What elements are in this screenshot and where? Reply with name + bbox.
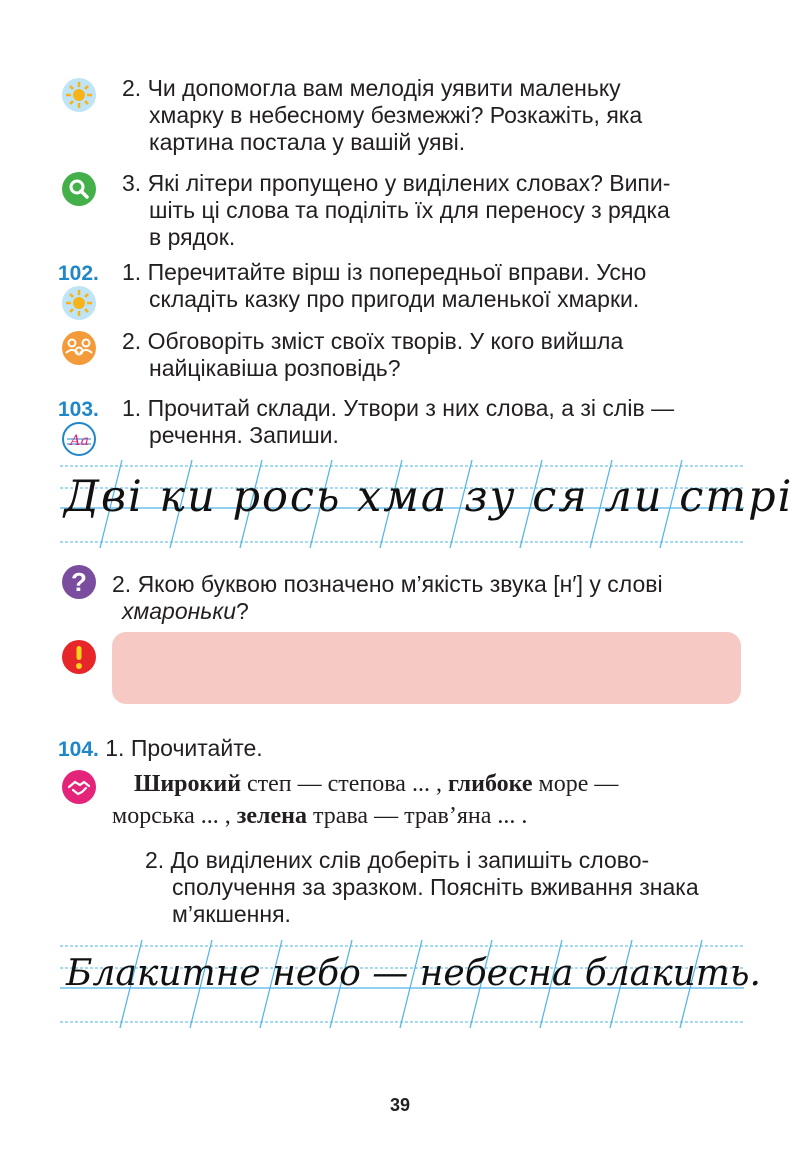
task-104-2-text: 2. До виділених слів доберіть і запишіть слово- сполучення за зразком. Поясніть вживання знака м’якшення. bbox=[145, 847, 699, 927]
task-104-1-text: 1. Прочитайте. bbox=[105, 735, 263, 761]
question-icon: ? bbox=[62, 565, 96, 599]
exercise-number-103: 103. bbox=[58, 398, 99, 421]
task-103-2-text: 2. Якою буквою позначено м’якість звука [н′] у слові хмароньки? bbox=[112, 571, 663, 624]
sun-icon bbox=[62, 286, 96, 320]
exercise-number-104: 104. bbox=[58, 738, 99, 761]
handshake-icon bbox=[62, 770, 96, 804]
warning-icon bbox=[62, 640, 96, 674]
write-icon bbox=[62, 422, 96, 456]
sample-handwriting: Блакитне небо — небесна блакить. bbox=[66, 953, 761, 994]
svg-text:Аа: Аа bbox=[70, 433, 89, 449]
rule-callout bbox=[112, 632, 741, 704]
sun-icon bbox=[62, 78, 96, 112]
group-icon bbox=[62, 331, 96, 365]
task-101-3-text: 3. Які літери пропущено у виділених словах? Випи- шіть ці слова та поділіть їх для переносу з рядка в рядок. bbox=[122, 170, 671, 250]
word-pairs: Широкий степ — степова ... , глибоке море — морська ... , зелена трава — трав’яна ... . bbox=[112, 771, 619, 829]
task-101-2-text: 2. Чи допомогла вам мелодія уявити маленьку хмарку в небесному безмежжі? Розкажіть, яка картина постала у вашій уяві. bbox=[122, 75, 643, 155]
task-102-1-text: 1. Перечитайте вірш із попередньої вправи. Усно складіть казку про пригоди маленької хмарки. bbox=[122, 259, 647, 312]
highlighted-word: хмароньки bbox=[122, 598, 237, 624]
syllables-handwriting: Дві ки рось хма зу ся ли стрі bbox=[64, 472, 794, 522]
task-102-2-text: 2. Обговоріть зміст своїх творів. У кого вийшла найцікавіша розповідь? bbox=[122, 328, 624, 381]
search-icon bbox=[62, 172, 96, 206]
task-103-1-text: 1. Прочитай склади. Утвори з них слова, а зі слів — речення. Запиши. bbox=[122, 395, 675, 448]
exercise-104-header bbox=[58, 735, 263, 763]
exercise-number-102: 102. bbox=[58, 262, 99, 285]
page-number: 39 bbox=[389, 1095, 411, 1115]
